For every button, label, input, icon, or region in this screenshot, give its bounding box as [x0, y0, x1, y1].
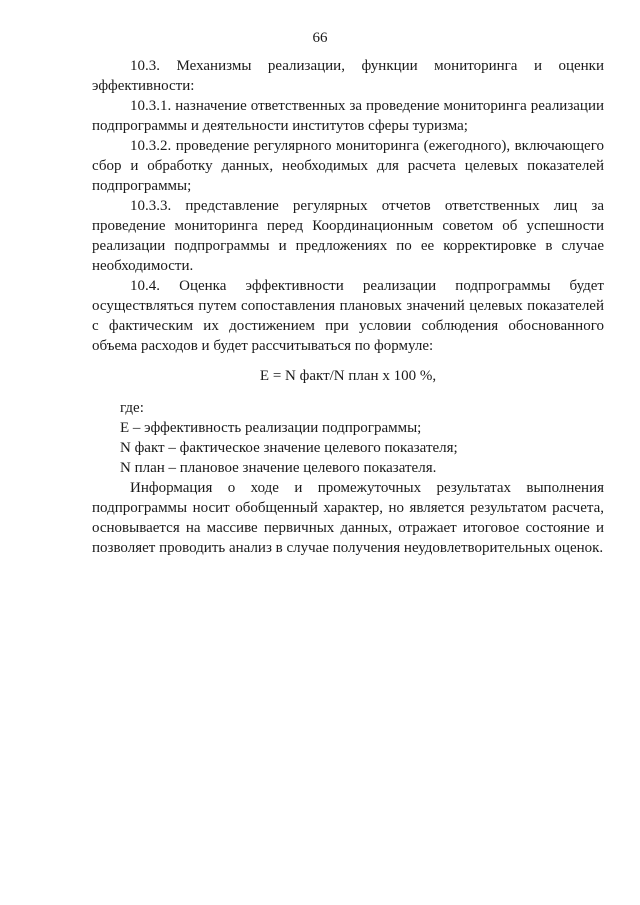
paragraph-10-3-2: 10.3.2. проведение регулярного мониторинга (ежегодного), включающего сбор и обработку данных, необходимых для расчета целевых показателей подпрограммы; [92, 138, 604, 194]
page-number: 66 [312, 30, 328, 46]
closing-paragraph: Информация о ходе и промежуточных результатах выполнения подпрограммы носит обобщенный характер, но является результатом расчета, основывается на массиве первичных данных, отражает итоговое состояние и позволяет проводить анализ в случае получения неудовлетворительных оценок. [92, 480, 604, 556]
formula-legend-where: где: [120, 400, 144, 416]
formula-legend-n-plan: N план – плановое значение целевого показателя. [120, 460, 437, 476]
efficiency-formula: E = N факт/N план х 100 %, [259, 368, 437, 384]
paragraph-10-3-3: 10.3.3. представление регулярных отчетов ответственных лиц за проведение мониторинга перед Координационным советом об успешности реализации подпрограммы и предложениях по ее корректировке в случае необходимости. [92, 198, 604, 274]
document-body [92, 56, 604, 558]
paragraph-10-3: 10.3. Механизмы реализации, функции мониторинга и оценки эффективности: [92, 58, 604, 94]
paragraph-10-4: 10.4. Оценка эффективности реализации подпрограммы будет осуществляться путем сопоставления плановых значений целевых показателей с фактическим их достижением при условии соблюдения обоснованного объема расходов и будет рассчитываться по формуле: [92, 278, 604, 354]
formula-legend-n-fact: N факт – фактическое значение целевого показателя; [120, 440, 458, 456]
paragraph-10-3-1: 10.3.1. назначение ответственных за проведение мониторинга реализации подпрограммы и деятельности институтов сферы туризма; [92, 98, 604, 134]
formula-legend-e: E – эффективность реализации подпрограммы; [120, 420, 422, 436]
